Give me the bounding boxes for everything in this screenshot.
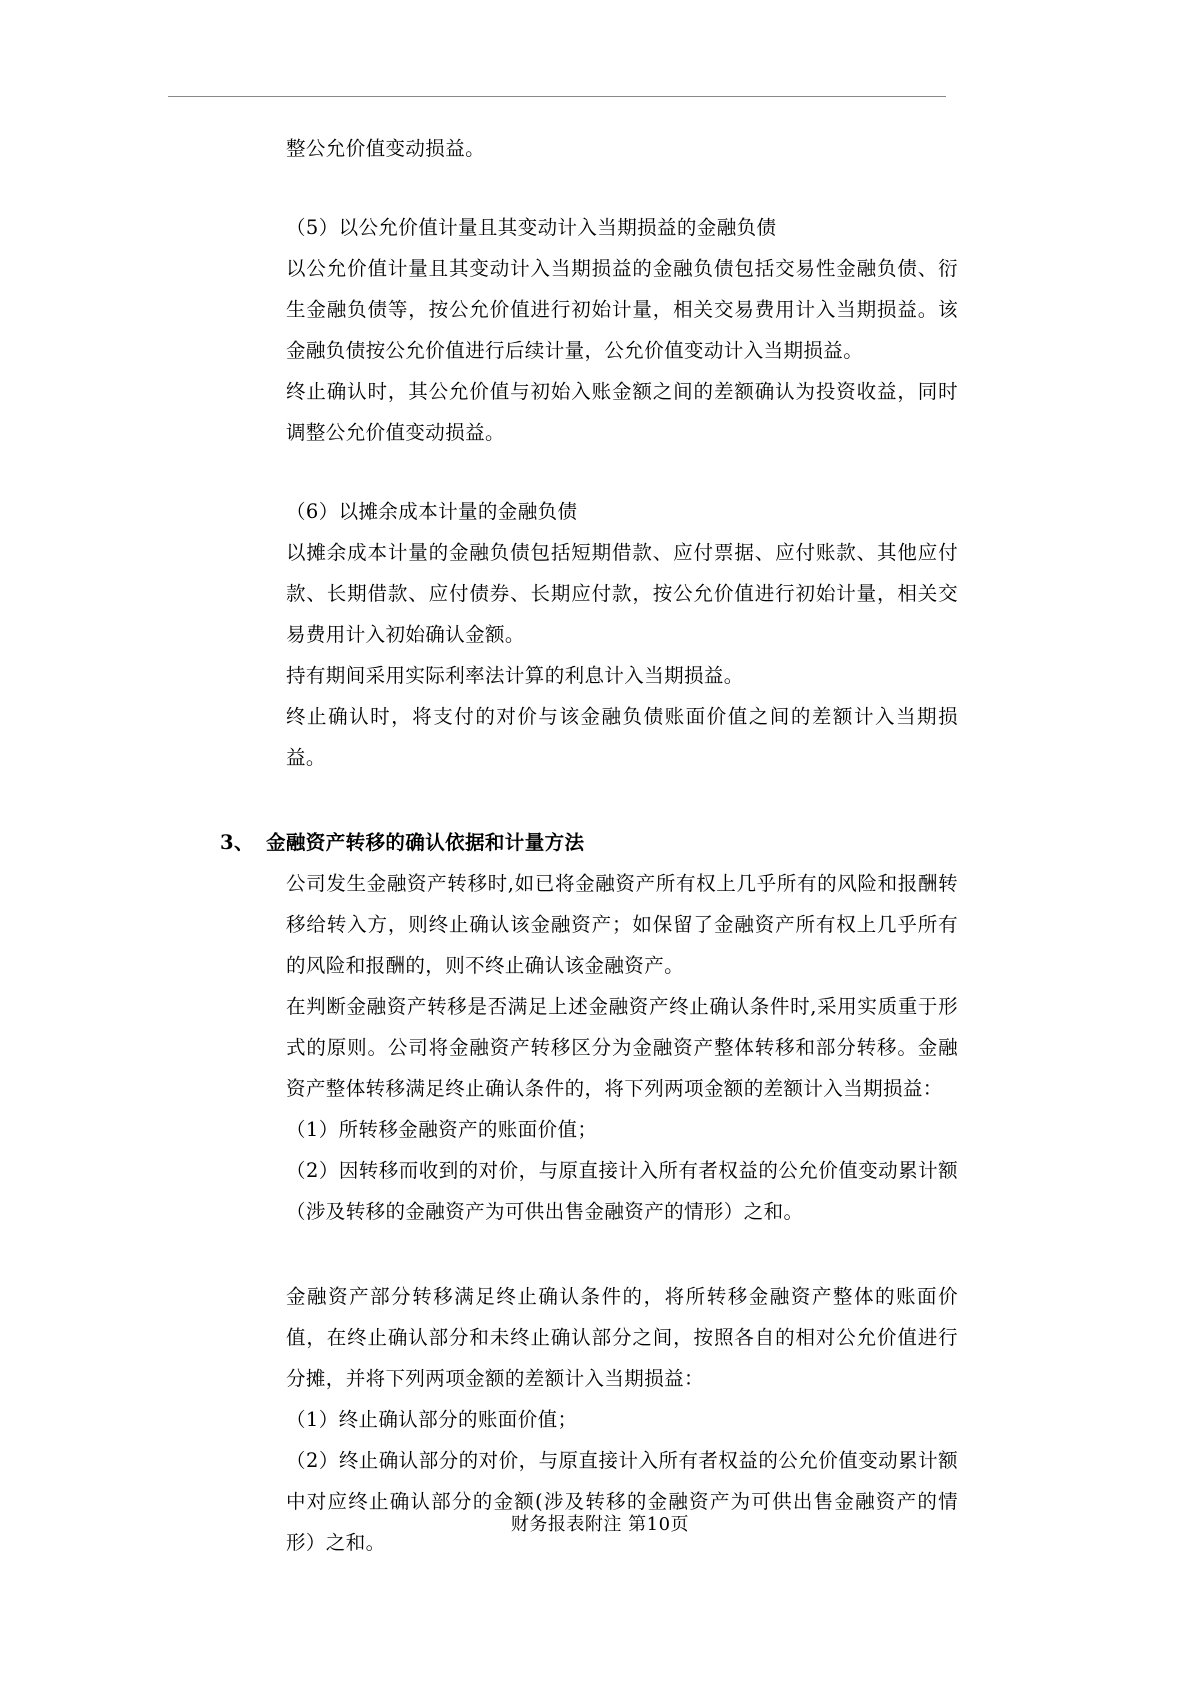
page-footer: [0, 1510, 1200, 1536]
paragraph-amortized-derecognition: 终止确认时，将支付的对价与该金融负债账面价值之间的差额计入当期损益。: [286, 705, 958, 769]
paragraph-partial-item-2: （2）终止确认部分的对价，与原直接计入所有者权益的公允价值变动累计额中对应终止确认部分的金额(涉及转移的金融资产为可供出售金融资产的情形）之和。: [286, 1449, 958, 1554]
paragraph-whole-transfer-item-1: （1）所转移金融资产的账面价值；: [286, 1118, 598, 1141]
paragraph-partial-item-1: （1）终止确认部分的账面价值；: [286, 1408, 578, 1431]
paragraph-substance-over-form: 在判断金融资产转移是否满足上述金融资产终止确认条件时,采用实质重于形式的原则。公司将金融资产转移区分为金融资产整体转移和部分转移。金融资产整体转移满足终止确认条件的，将下列两项金额的差额计入当期损益：: [286, 995, 958, 1100]
spacer: [168, 169, 958, 207]
header-divider: [168, 96, 946, 97]
list-item-heading-6: （6）以摊余成本计量的金融负债: [286, 500, 578, 523]
paragraph-transfer-basis: 公司发生金融资产转移时,如已将金融资产所有权上几乎所有的风险和报酬转移给转入方，则终止确认该金融资产；如保留了金融资产所有权上几乎所有的风险和报酬的，则不终止确认该金融资产。: [286, 872, 958, 977]
paragraph-whole-transfer-item-2: （2）因转移而收到的对价，与原直接计入所有者权益的公允价值变动累计额（涉及转移的金融资产为可供出售金融资产的情形）之和。: [286, 1159, 958, 1223]
paragraph-continuation: 整公允价值变动损益。: [286, 137, 486, 160]
list-item-heading-5: （5）以公允价值计量且其变动计入当期损益的金融负债: [286, 216, 777, 239]
spacer: [168, 778, 958, 822]
section-heading-3: [168, 822, 958, 863]
section-title: 金融资产转移的确认依据和计量方法: [266, 831, 585, 854]
paragraph-partial-transfer: 金融资产部分转移满足终止确认条件的，将所转移金融资产整体的账面价值，在终止确认部分和未终止确认部分之间，按照各自的相对公允价值进行分摊，并将下列两项金额的差额计入当期损益：: [286, 1285, 958, 1390]
paragraph-fv-derecognition: 终止确认时，其公允价值与初始入账金额之间的差额确认为投资收益，同时调整公允价值变动损益。: [286, 380, 958, 444]
footer-page-number: 第10页: [628, 1514, 690, 1535]
footer-label: 财务报表附注: [510, 1514, 622, 1535]
spacer: [168, 1232, 958, 1276]
paragraph-fv-liabilities: 以公允价值计量且其变动计入当期损益的金融负债包括交易性金融负债、衍生金融负债等，按公允价值进行初始计量，相关交易费用计入当期损益。该金融负债按公允价值进行后续计量，公允价值变动计入当期损益。: [286, 257, 958, 362]
section-number: 3、: [220, 831, 254, 854]
page-content: [168, 128, 958, 1563]
paragraph-interest-method: 持有期间采用实际利率法计算的利息计入当期损益。: [286, 664, 744, 687]
spacer: [168, 453, 958, 491]
paragraph-amortized-cost: 以摊余成本计量的金融负债包括短期借款、应付票据、应付账款、其他应付款、长期借款、应付债券、长期应付款，按公允价值进行初始计量，相关交易费用计入初始确认金额。: [286, 541, 958, 646]
